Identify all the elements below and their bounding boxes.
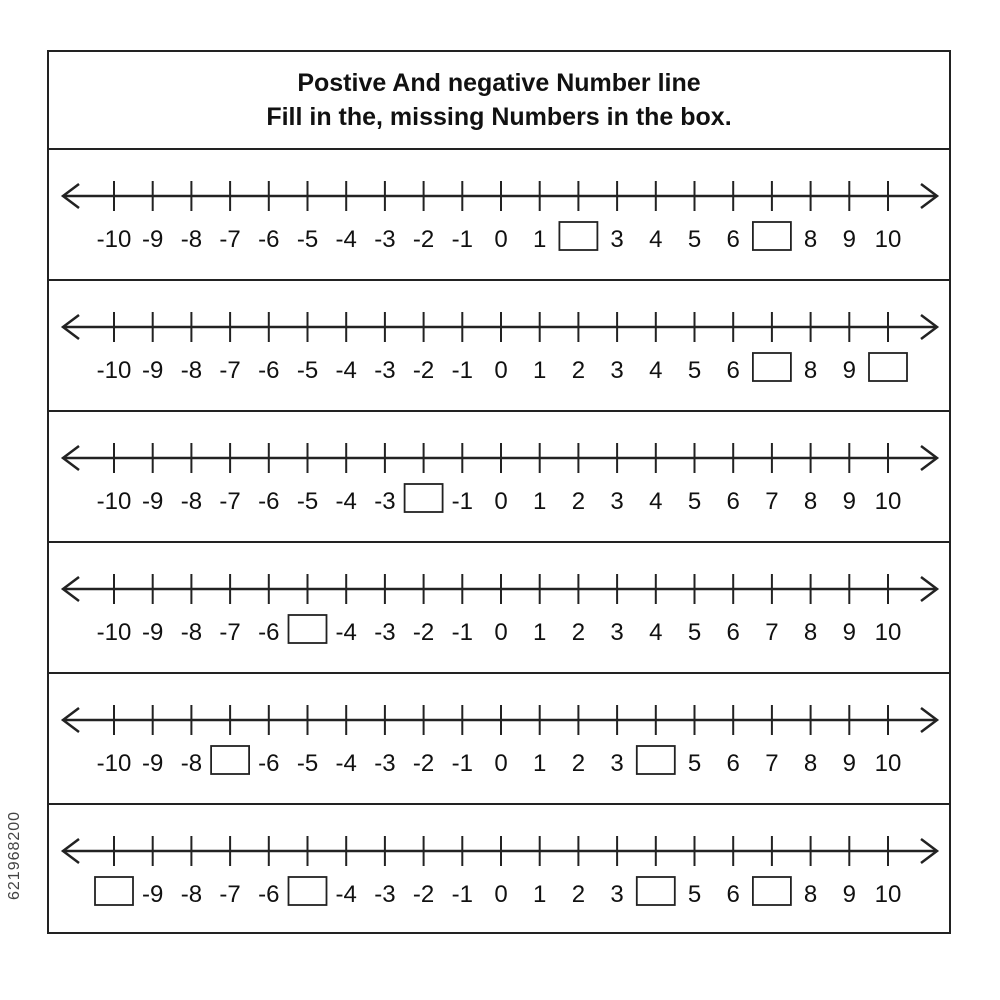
tick-label: 2	[571, 881, 586, 908]
tick-label: 6	[726, 357, 740, 384]
tick-label: 10	[874, 750, 902, 777]
tick-label: 10	[874, 619, 902, 646]
tick-label: 1	[533, 488, 547, 515]
tick-label: -2	[412, 619, 435, 646]
tick-label: 8	[803, 619, 818, 646]
tick-label: 8	[803, 357, 818, 384]
number-line-row	[49, 674, 949, 805]
tick-label: 9	[842, 881, 856, 908]
tick-label: -1	[451, 881, 473, 908]
worksheet	[47, 50, 951, 934]
tick-label: 2	[571, 750, 586, 777]
number-line-row	[49, 281, 949, 412]
tick-label: -3	[374, 619, 396, 646]
tick-label: -9	[142, 619, 164, 646]
tick-label: 3	[610, 881, 624, 908]
tick-label: -5	[296, 357, 319, 384]
tick-label: -6	[258, 226, 280, 253]
tick-label: -10	[96, 357, 132, 384]
tick-label: -3	[374, 881, 396, 908]
answer-box[interactable]	[559, 222, 597, 250]
tick-label: -8	[180, 488, 203, 515]
number-line-row	[49, 543, 949, 674]
tick-label: -10	[96, 750, 132, 777]
number-line-row	[49, 150, 949, 281]
tick-label: 2	[571, 488, 586, 515]
tick-label: 6	[726, 881, 740, 908]
tick-label: -10	[96, 619, 132, 646]
answer-box[interactable]	[637, 746, 675, 774]
answer-box[interactable]	[289, 877, 327, 905]
tick-label: 0	[494, 226, 508, 253]
tick-label: 9	[842, 488, 856, 515]
tick-label: 1	[533, 619, 547, 646]
tick-label: 3	[610, 619, 624, 646]
tick-label: -6	[258, 357, 280, 384]
answer-box[interactable]	[869, 353, 907, 381]
tick-label: -6	[258, 750, 280, 777]
tick-label: 4	[649, 488, 663, 515]
tick-label: -6	[258, 619, 280, 646]
number-line	[49, 543, 949, 672]
number-line	[49, 281, 949, 410]
tick-label: -1	[451, 619, 473, 646]
tick-label: 3	[610, 488, 624, 515]
tick-label: -9	[142, 881, 164, 908]
tick-label: -3	[374, 226, 396, 253]
tick-label: -5	[296, 488, 319, 515]
tick-label: -4	[335, 488, 357, 515]
tick-label: 9	[842, 357, 856, 384]
tick-label: -1	[451, 750, 473, 777]
tick-label: 7	[765, 488, 779, 515]
tick-label: 1	[533, 750, 547, 777]
tick-label: 6	[726, 488, 740, 515]
tick-label: -7	[219, 357, 241, 384]
tick-label: 8	[803, 488, 818, 515]
tick-label: 4	[649, 619, 663, 646]
tick-label: 9	[842, 750, 856, 777]
answer-box[interactable]	[289, 615, 327, 643]
tick-label: 8	[803, 226, 818, 253]
tick-label: 10	[874, 488, 902, 515]
tick-label: -8	[180, 226, 203, 253]
tick-label: 7	[765, 619, 779, 646]
tick-label: 7	[765, 750, 779, 777]
side-id-text: 621968200	[6, 810, 23, 900]
tick-label: -3	[374, 750, 396, 777]
tick-label: 4	[649, 226, 663, 253]
tick-label: -5	[296, 226, 319, 253]
tick-label: 6	[726, 226, 740, 253]
tick-label: -4	[335, 619, 357, 646]
tick-label: -3	[374, 488, 396, 515]
tick-label: -8	[180, 750, 203, 777]
tick-label: -9	[142, 750, 164, 777]
tick-label: 3	[610, 357, 624, 384]
answer-box[interactable]	[753, 877, 791, 905]
worksheet-title: Postive And negative Number line	[297, 69, 701, 97]
tick-label: 4	[649, 357, 663, 384]
tick-label: 5	[687, 619, 702, 646]
tick-label: -9	[142, 226, 164, 253]
number-line-row	[49, 412, 949, 543]
tick-label: 10	[874, 881, 902, 908]
tick-label: -4	[335, 750, 357, 777]
number-line	[49, 674, 949, 803]
tick-label: 10	[874, 226, 902, 253]
tick-label: 5	[687, 488, 702, 515]
tick-label: 8	[803, 881, 818, 908]
tick-label: 5	[687, 881, 702, 908]
answer-box[interactable]	[753, 222, 791, 250]
tick-label: 0	[494, 619, 508, 646]
tick-label: -8	[180, 357, 203, 384]
worksheet-header	[49, 52, 949, 150]
tick-label: -10	[96, 226, 132, 253]
tick-label: 6	[726, 619, 740, 646]
tick-label: 1	[533, 226, 547, 253]
tick-label: -2	[412, 750, 435, 777]
tick-label: -7	[219, 619, 241, 646]
tick-label: 6	[726, 750, 740, 777]
tick-label: -5	[296, 750, 319, 777]
tick-label: -7	[219, 488, 241, 515]
answer-box[interactable]	[211, 746, 249, 774]
tick-label: -7	[219, 881, 241, 908]
tick-label: 1	[533, 357, 547, 384]
tick-label: -8	[180, 881, 203, 908]
tick-label: -9	[142, 488, 164, 515]
tick-label: -7	[219, 226, 241, 253]
tick-label: -2	[412, 881, 435, 908]
tick-label: -8	[180, 619, 203, 646]
tick-label: -4	[335, 881, 357, 908]
tick-label: 0	[494, 881, 508, 908]
tick-label: -4	[335, 226, 357, 253]
answer-box[interactable]	[637, 877, 675, 905]
tick-label: -9	[142, 357, 164, 384]
tick-label: -1	[451, 357, 473, 384]
tick-label: 0	[494, 750, 508, 777]
tick-label: 5	[687, 357, 702, 384]
answer-box[interactable]	[753, 353, 791, 381]
tick-label: -6	[258, 881, 280, 908]
tick-label: 2	[571, 357, 586, 384]
tick-label: 5	[687, 226, 702, 253]
tick-label: -2	[412, 226, 435, 253]
tick-label: 8	[803, 750, 818, 777]
worksheet-instruction: Fill in the, missing Numbers in the box.	[266, 103, 732, 131]
tick-label: 0	[494, 357, 508, 384]
tick-label: -2	[412, 357, 435, 384]
answer-box[interactable]	[95, 877, 133, 905]
tick-label: -10	[96, 488, 132, 515]
tick-label: 2	[571, 619, 586, 646]
tick-label: 3	[610, 750, 624, 777]
tick-label: 9	[842, 619, 856, 646]
tick-label: -1	[451, 226, 473, 253]
answer-box[interactable]	[405, 484, 443, 512]
tick-label: -3	[374, 357, 396, 384]
tick-label: 1	[533, 881, 547, 908]
number-line	[49, 412, 949, 541]
tick-label: -4	[335, 357, 357, 384]
tick-label: -6	[258, 488, 280, 515]
number-line	[49, 805, 949, 934]
tick-label: 9	[842, 226, 856, 253]
number-line-row	[49, 805, 949, 936]
tick-label: 5	[687, 750, 702, 777]
number-line	[49, 150, 949, 279]
tick-label: 0	[494, 488, 508, 515]
tick-label: 3	[610, 226, 624, 253]
tick-label: -1	[451, 488, 473, 515]
